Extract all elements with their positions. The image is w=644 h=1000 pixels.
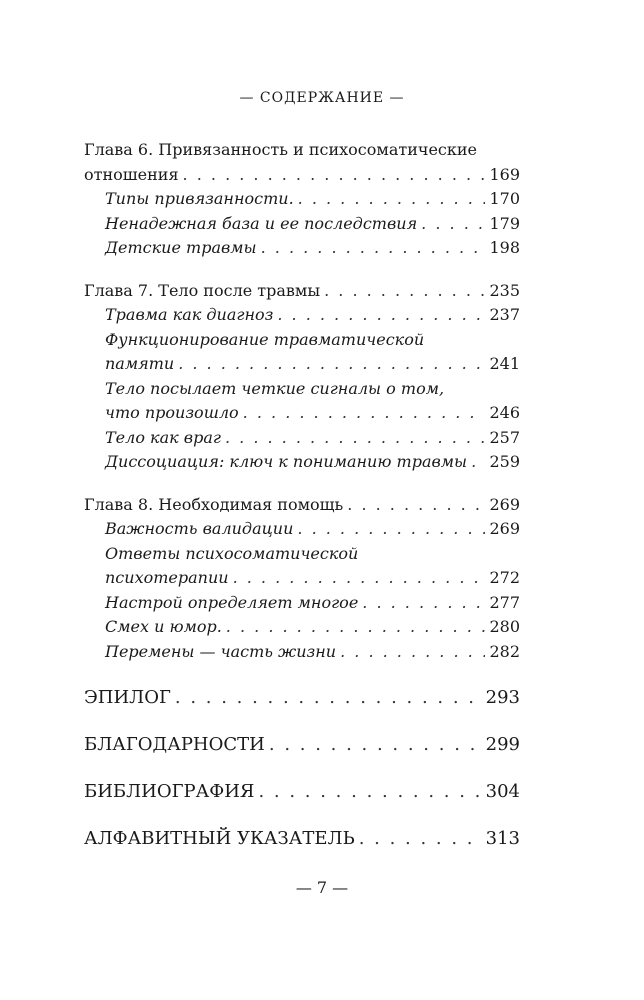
chapter-8-title: Глава 8. Необходимая помощь — [84, 494, 344, 514]
section-label: БЛАГОДАРНОСТИ — [84, 734, 265, 755]
toc-item-page: 246 — [489, 403, 520, 422]
toc-item-label: Ненадежная база и ее последствия — [105, 213, 418, 233]
section-label: АЛФАВИТНЫЙ УКАЗАТЕЛЬ — [84, 828, 355, 849]
chapter-6-title: Глава 6. Привязанность и психосоматические — [84, 140, 478, 159]
toc-item — [84, 236, 520, 261]
toc-item-label: Диссоциация: ключ к пониманию травмы — [105, 452, 468, 471]
toc-item — [84, 566, 520, 591]
chapter-7-entry — [84, 279, 520, 304]
toc-item-label: Тело как враг — [105, 427, 221, 447]
toc-item-page: 282 — [489, 641, 520, 661]
leader-dots — [340, 640, 485, 665]
leader-dots — [421, 212, 485, 237]
leader-dots — [243, 401, 486, 426]
leader-dots — [298, 187, 486, 212]
section-acknowledgements — [84, 733, 520, 757]
toc-item-page: 237 — [489, 305, 520, 324]
toc-item-label-cont: что произошло — [105, 403, 239, 422]
toc-item-label: Типы привязанности. — [105, 189, 294, 208]
table-of-contents — [84, 138, 520, 851]
toc-item — [84, 615, 520, 640]
toc-item-page: 272 — [489, 568, 520, 587]
leader-dots — [297, 517, 485, 542]
toc-item-page: 277 — [489, 592, 520, 612]
toc-item-label: Травма как диагноз — [105, 305, 274, 324]
toc-item — [84, 591, 520, 616]
toc-item-label: Ответы психосоматической — [105, 543, 359, 563]
toc-item — [84, 450, 520, 475]
page-header: — СОДЕРЖАНИЕ — — [239, 90, 405, 106]
toc-item-label: Детские травмы — [105, 238, 257, 257]
leader-dots — [226, 615, 486, 640]
toc-item-page: 259 — [489, 452, 520, 471]
toc-item-label: Смех и юмор. — [105, 617, 222, 636]
leader-dots — [261, 236, 486, 261]
page-number: — 7 — — [295, 878, 349, 897]
section-page: 293 — [485, 687, 520, 708]
toc-item-label: Перемены — часть жизни — [105, 641, 337, 661]
toc-item-page: 179 — [489, 213, 520, 233]
leader-dots — [324, 279, 485, 304]
toc-item-page: 280 — [489, 617, 520, 636]
leader-dots — [183, 163, 486, 188]
toc-item — [84, 212, 520, 237]
toc-item — [84, 426, 520, 451]
section-epilogue — [84, 686, 520, 710]
leader-dots — [175, 686, 482, 710]
toc-item-page: 269 — [489, 519, 520, 538]
chapter-7-title: Глава 7. Тело после травмы — [84, 280, 321, 300]
leader-dots — [269, 733, 482, 757]
toc-item-page: 170 — [489, 189, 520, 208]
section-bibliography — [84, 780, 520, 804]
toc-item — [84, 303, 520, 328]
leader-dots — [225, 426, 485, 451]
toc-item-page: 241 — [489, 354, 520, 373]
toc-item-label: Функционирование травматической — [105, 329, 425, 349]
leader-dots — [178, 352, 485, 377]
toc-item — [84, 517, 520, 542]
toc-item-page: 257 — [489, 427, 520, 447]
section-page: 299 — [485, 734, 520, 755]
toc-item-label: Важность валидации — [105, 519, 294, 538]
toc-item-page: 198 — [489, 238, 520, 257]
toc-item — [84, 640, 520, 665]
toc-item-label-cont: памяти — [105, 354, 175, 373]
toc-item-label-cont: психотерапии — [105, 568, 229, 587]
chapter-6-title-cont: отношения — [84, 164, 179, 184]
leader-dots — [471, 450, 485, 475]
section-page: 304 — [485, 781, 520, 802]
section-index — [84, 827, 520, 851]
toc-item-label: Тело посылает четкие сигналы о том, — [105, 378, 445, 398]
leader-dots — [347, 493, 485, 518]
leader-dots — [362, 591, 485, 616]
leader-dots — [359, 827, 482, 851]
leader-dots — [277, 303, 485, 328]
chapter-6-entry — [84, 163, 520, 188]
section-page: 313 — [485, 828, 520, 849]
section-label: БИБЛИОГРАФИЯ — [84, 781, 255, 802]
chapter-8-entry — [84, 493, 520, 518]
chapter-6-page: 169 — [489, 164, 520, 184]
chapter-7-page: 235 — [489, 280, 520, 300]
toc-item — [84, 352, 520, 377]
toc-item — [84, 187, 520, 212]
toc-item-label: Настрой определяет многое — [105, 592, 359, 612]
chapter-8-page: 269 — [489, 494, 520, 514]
toc-item — [84, 401, 520, 426]
section-label: ЭПИЛОГ — [84, 687, 171, 708]
leader-dots — [233, 566, 486, 591]
leader-dots — [258, 780, 481, 804]
